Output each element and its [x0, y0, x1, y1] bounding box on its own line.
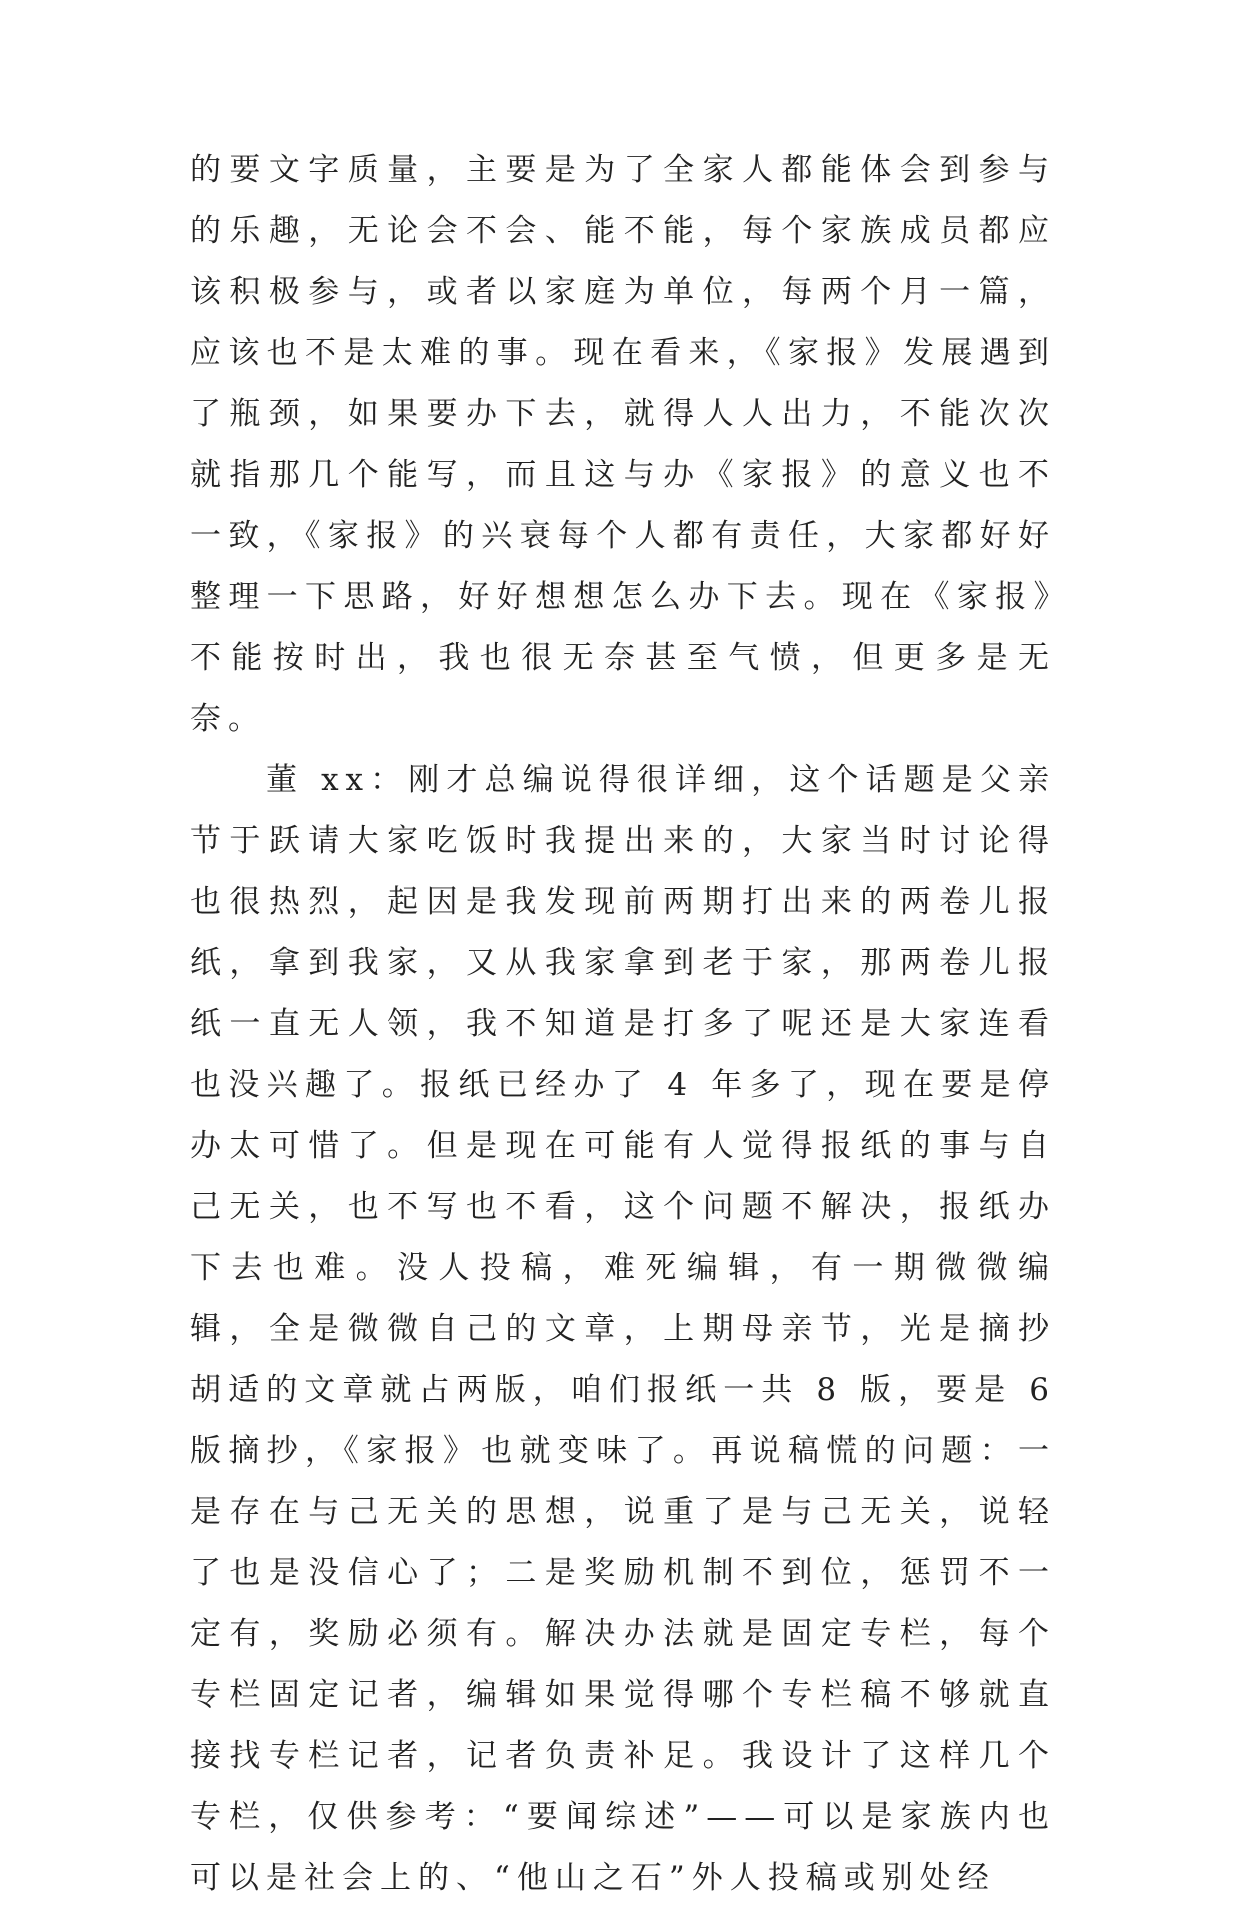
- document-page: [190, 140, 1056, 1909]
- paragraph-continuation: 的要文字质量，主要是为了全家人都能体会到参与的乐趣，无论会不会、能不能，每个家族成员都应该积极参与，或者以家庭为单位，每两个月一篇，应该也不是太难的事。现在看来，《家报》发展遇到了瓶颈，如果要办下去，就得人人出力，不能次次就指那几个能写，而且这与办《家报》的意义也不一致，《家报》的兴衰每个人都有责任，大家都好好整理一下思路，好好想想怎么办下去。现在《家报》不能按时出，我也很无奈甚至气愤，但更多是无奈。: [190, 152, 1056, 737]
- paragraph-dong-speech: 董 xx：刚才总编说得很详细，这个话题是父亲节于跃请大家吃饭时我提出来的，大家当时讨论得也很热烈，起因是我发现前两期打出来的两卷儿报纸，拿到我家，又从我家拿到老于家，那两卷儿报纸一直无人领，我不知道是打多了呢还是大家连看也没兴趣了。报纸已经办了 4 年多了，现在要是停办太可惜了。但是现在可能有人觉得报纸的事与自己无关，也不写也不看，这个问题不解决，报纸办下去也难。没人投稿，难死编辑，有一期微微编辑，全是微微自己的文章，上期母亲节，光是摘抄胡适的文章就占两版，咱们报纸一共 8 版，要是 6 版摘抄，《家报》也就变味了。再说稿慌的问题：一是存在与己无关的思想，说重了是与己无关，说轻了也是没信心了；二是奖励机制不到位，惩罚不一定有，奖励必须有。解决办法就是固定专栏，每个专栏固定记者，编辑如果觉得哪个专栏稿不够就直接找专栏记者，记者负责补足。我设计了这样几个专栏，仅供参考：“要闻综述”——可以是家族内也可以是社会上的、“他山之石”外人投稿或别处经: [190, 762, 1056, 1896]
